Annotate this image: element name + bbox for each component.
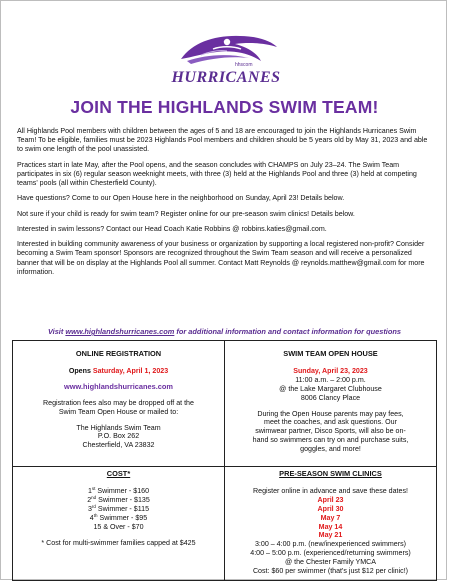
swimmer-wave-icon <box>161 31 291 71</box>
paragraph-clinics: Not sure if your child is ready for swim team? Register online for our pre-season swim clinics! Details below. <box>17 209 355 218</box>
clinics-heading: PRE-SEASON SWIM CLINICS <box>279 469 382 478</box>
address-line: P.O. Box 262 <box>97 432 140 441</box>
table-row <box>13 467 437 581</box>
intro-text <box>17 127 434 283</box>
visit-prefix: Visit <box>47 327 66 336</box>
open-house-line: 8006 Clancy Place <box>300 393 361 402</box>
clinic-line: Cost: $60 per swimmer (that's just $12 per clinic!) <box>252 567 409 576</box>
opens-label: Opens <box>68 366 93 375</box>
paragraph-practices: Practices start in late May, after the Pool opens, and the season concludes with CHAMPS on July 23–24. The Swim Team participates in six (6) regular season weeknight meets, with three (3) held at the Highlands Pool and three (3) held at competing teams' pools (all within Chesterfield County). <box>17 160 417 187</box>
open-house-description-line: swimwear partner, Disco Sports, will also be on- <box>255 427 406 436</box>
clinic-line: @ the Chester Family YMCA <box>284 558 377 567</box>
clinic-date: April 23 <box>317 495 344 504</box>
open-house-description-line: goggles, and more! <box>300 445 361 454</box>
table-row <box>13 341 437 467</box>
cost-heading: COST* <box>106 469 131 478</box>
clinic-line: 4:00 – 5:00 p.m. (experienced/returning swimmers) <box>250 549 411 558</box>
clinic-line: 3:00 – 4:00 p.m. (new/inexperienced swimmers) <box>254 540 406 549</box>
open-house-description-line: meet the coaches, and ask questions. Our <box>264 418 397 427</box>
registration-website-link[interactable]: www.highlandshurricanes.com <box>64 381 173 391</box>
open-house-cell <box>225 341 437 467</box>
open-house-description-line: hand so swimmers can try on and purchase suits, <box>252 436 409 445</box>
paragraph-lessons: Interested in swim lessons? Contact our Head Coach Katie Robbins @ robbins.katies@gmail.com. <box>17 224 327 233</box>
hurricanes-logo <box>161 31 291 93</box>
open-house-line: 11:00 a.m. – 2:00 p.m. <box>295 375 366 384</box>
clinic-date: May 14 <box>318 522 343 531</box>
opens-date: Saturday, April 1, 2023 <box>92 366 169 375</box>
open-house-heading: SWIM TEAM OPEN HOUSE <box>283 349 378 358</box>
cost-cell <box>13 467 225 581</box>
clinics-intro: Register online in advance and save these dates! <box>253 486 408 495</box>
registration-cell <box>13 341 225 467</box>
cost-footnote: * Cost for multi-swimmer families capped at $425 <box>41 539 196 548</box>
address-line: Chesterfield, VA 23832 <box>82 441 155 450</box>
registration-opens <box>13 367 224 376</box>
website-link[interactable]: www.highlandshurricanes.com <box>65 327 175 336</box>
cost-item: 3rd Swimmer - $115 <box>87 503 150 513</box>
paragraph-questions: Have questions? Come to our Open House here in the neighborhood on Sunday, April 23! Details below. <box>17 194 345 203</box>
visit-line <box>1 327 448 336</box>
address-line: The Highlands Swim Team <box>76 423 161 432</box>
clinic-date: April 30 <box>317 504 344 513</box>
paragraph-sponsors: Interested in building community awareness of your business or organization by supporting a local registered non-profit? Consider becoming a Swim Team sponsor! Sponsors are recognized throughout the Swim Team season and will receive a personalized banner that will be on display at the Highlands Pool all summer. Contact Matt Reynolds @ reynolds.matthew@gmail.com for more information. <box>17 240 425 276</box>
registration-note-line: Swim Team Open House or mailed to: <box>58 407 179 416</box>
logo-url-text: hhscom <box>235 62 253 68</box>
clinic-date: May 21 <box>318 531 343 540</box>
visit-suffix: for additional information and contact information for questions <box>174 327 401 336</box>
info-table <box>12 340 437 581</box>
open-house-date: Sunday, April 23, 2023 <box>293 366 368 375</box>
cost-item: 4th Swimmer - $95 <box>89 512 148 522</box>
registration-heading: ONLINE REGISTRATION <box>75 349 162 358</box>
paragraph-eligibility: All Highlands Pool members with children between the ages of 5 and 18 are encouraged to join the Highlands Hurricanes Swim Team! To be eligible, families must be 2023 Highlands Pool members and children should be 5 years old by May 31, 2023 and able to swim one length of the pool unassisted. <box>17 127 428 154</box>
cost-item: 15 & Over - $70 <box>93 522 144 531</box>
cost-item: 2nd Swimmer - $135 <box>87 494 150 504</box>
clinics-cell <box>225 467 437 581</box>
clinic-date: May 7 <box>320 513 341 522</box>
page-title: JOIN THE HIGHLANDS SWIM TEAM! <box>70 97 379 117</box>
registration-note-line: Registration fees also may be dropped off at the <box>43 398 194 407</box>
cost-item: 1st Swimmer - $160 <box>87 485 150 495</box>
open-house-line: @ the Lake Margaret Clubhouse <box>279 384 382 393</box>
open-house-description-line: During the Open House parents may pay fees, <box>257 409 404 418</box>
logo-wordmark: HURRICANES <box>171 69 281 86</box>
